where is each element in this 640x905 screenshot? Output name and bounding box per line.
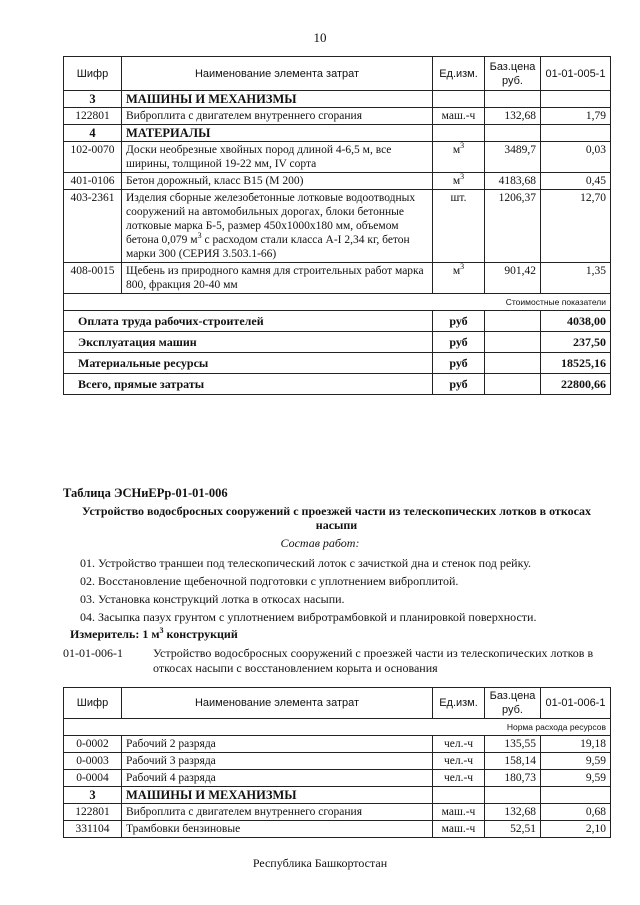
section-number: 3 [64,787,122,804]
row-value: 0,68 [541,804,611,821]
total-row [64,311,611,332]
norm-label: Норма расхода ресурсов [64,719,611,736]
row-name: Виброплита с двигателем внутреннего сгорания [122,804,433,821]
row-name: Бетон дорожный, класс В15 (М 200) [122,173,433,190]
total-name: Материальные ресурсы [64,353,433,374]
row-unit: $м^3$ [433,142,485,173]
row-unit: $м^3$ [433,263,485,294]
table-row [64,753,611,770]
cost-label: Стоимостные показатели [64,294,611,311]
total-row [64,353,611,374]
row-price: 1206,37 [485,190,541,263]
table-row [64,173,611,190]
row-code: 408-0015 [64,263,122,294]
row-price: 52,51 [485,821,541,838]
work-item: 04. Засыпка пазух грунтом с уплотнением вибротрамбовкой и планировкой поверхности. [80,610,537,624]
row-code: 102-0070 [64,142,122,173]
row-name: Щебень из природного камня для строительных работ марка 800, фракция 20-40 мм [122,263,433,294]
row-price: 158,14 [485,753,541,770]
row-code: 0-0003 [64,753,122,770]
row-code: 122801 [64,108,122,125]
row-value: 12,70 [541,190,611,263]
row-name: Рабочий 3 разряда [122,753,433,770]
row-code: 401-0106 [64,173,122,190]
total-value: 22800,66 [541,374,611,395]
composition-label: Состав работ: [280,536,360,550]
total-unit: руб [433,374,485,395]
row-code: 403-2361 [64,190,122,263]
table-title: Таблица ЭСНиЕРр-01-01-006 [63,486,228,500]
row-unit: маш.-ч [433,108,485,125]
measure-unit: Измеритель: 1 $м^3$ конструкций [70,626,238,641]
total-value: 18525,16 [541,353,611,374]
table-row [64,142,611,173]
row-name: Доски необрезные хвойных пород длиной 4-6,5 м, все ширины, толщиной 19-22 мм, IV сорта [122,142,433,173]
col-header-price: Баз.цена руб. [485,688,541,719]
norm-table-005 [63,56,611,395]
section-number: 3 [64,91,122,108]
col-header-name: Наименование элемента затрат [122,57,433,91]
row-price: 901,42 [485,263,541,294]
table-heading: Устройство водосбросных сооружений с проезжей части из телескопических лотков в откосах насыпи [81,504,592,532]
col-header-norm: 01-01-005-1 [541,57,611,91]
col-header-code: Шифр [64,57,122,91]
row-code: 0-0004 [64,770,122,787]
row-name: Рабочий 2 разряда [122,736,433,753]
row-value: 19,18 [541,736,611,753]
page-number: 10 [313,30,327,45]
total-unit: руб [433,311,485,332]
total-value: 237,50 [541,332,611,353]
row-unit: маш.-ч [433,804,485,821]
total-name: Оплата труда рабочих-строителей [64,311,433,332]
row-value: 9,59 [541,770,611,787]
row-value: 9,59 [541,753,611,770]
footer-region: Республика Башкортостан [252,856,388,870]
section-row [64,125,611,142]
row-price: 180,73 [485,770,541,787]
col-header-name: Наименование элемента затрат [122,688,433,719]
section-title: МАШИНЫ И МЕХАНИЗМЫ [122,91,433,108]
row-code: 331104 [64,821,122,838]
total-unit: руб [433,353,485,374]
row-price: 3489,7 [485,142,541,173]
section-title: МАШИНЫ И МЕХАНИЗМЫ [122,787,433,804]
row-unit: чел.-ч [433,770,485,787]
section-number: 4 [64,125,122,142]
total-row [64,332,611,353]
total-row [64,374,611,395]
col-header-code: Шифр [64,688,122,719]
section-row [64,787,611,804]
row-unit: чел.-ч [433,736,485,753]
row-price: 4183,68 [485,173,541,190]
table-row [64,190,611,263]
row-value: 0,45 [541,173,611,190]
table-row [64,804,611,821]
row-name: Трамбовки бензиновые [122,821,433,838]
row-code: 0-0002 [64,736,122,753]
total-name: Эксплуатация машин [64,332,433,353]
row-value: 0,03 [541,142,611,173]
table-row [64,108,611,125]
table-row [64,263,611,294]
col-header-price: Баз.цена руб. [485,57,541,91]
row-code: 122801 [64,804,122,821]
row-value: 1,35 [541,263,611,294]
table-row [64,736,611,753]
row-value: 1,79 [541,108,611,125]
row-price: 135,55 [485,736,541,753]
row-unit: чел.-ч [433,753,485,770]
work-item: 03. Установка конструкций лотка в откосах насыпи. [80,592,345,606]
measure-description: Устройство водосбросных сооружений с проезжей части из телескопических лотков в откосах насыпи с восстановлением корыта и основания [153,646,594,675]
col-header-unit: Ед.изм. [433,57,485,91]
section-row [64,91,611,108]
col-header-norm: 01-01-006-1 [541,688,611,719]
work-item: 02. Восстановление щебеночной подготовки с уплотнением виброплитой. [80,574,459,588]
table-row [64,821,611,838]
row-name: Рабочий 4 разряда [122,770,433,787]
section-title: МАТЕРИАЛЫ [122,125,433,142]
col-header-unit: Ед.изм. [433,688,485,719]
total-name: Всего, прямые затраты [64,374,433,395]
total-unit: руб [433,332,485,353]
row-price: 132,68 [485,804,541,821]
row-unit: шт. [433,190,485,263]
measure-code: 01-01-006-1 [63,646,123,660]
row-name: Виброплита с двигателем внутреннего сгорания [122,108,433,125]
row-name: Изделия сборные железобетонные лотковые водоотводных сооружений на автомобильных дорогах, блоки бетонные лотковые марка Б-5, размер 450х1000х180 мм, объемом бетона 0,079 $м^3$ с расходом стали класса А-I 2,34 кг, бетон марки 300 (СЕРИЯ 3.503.1-66) [122,190,433,263]
row-unit: маш.-ч [433,821,485,838]
total-value: 4038,00 [541,311,611,332]
row-value: 2,10 [541,821,611,838]
work-item: 01. Устройство траншеи под телескопический лоток с зачисткой дна и стенок под рейку. [80,556,532,570]
row-price: 132,68 [485,108,541,125]
table-row [64,770,611,787]
norm-table-006 [63,687,611,838]
row-unit: $м^3$ [433,173,485,190]
